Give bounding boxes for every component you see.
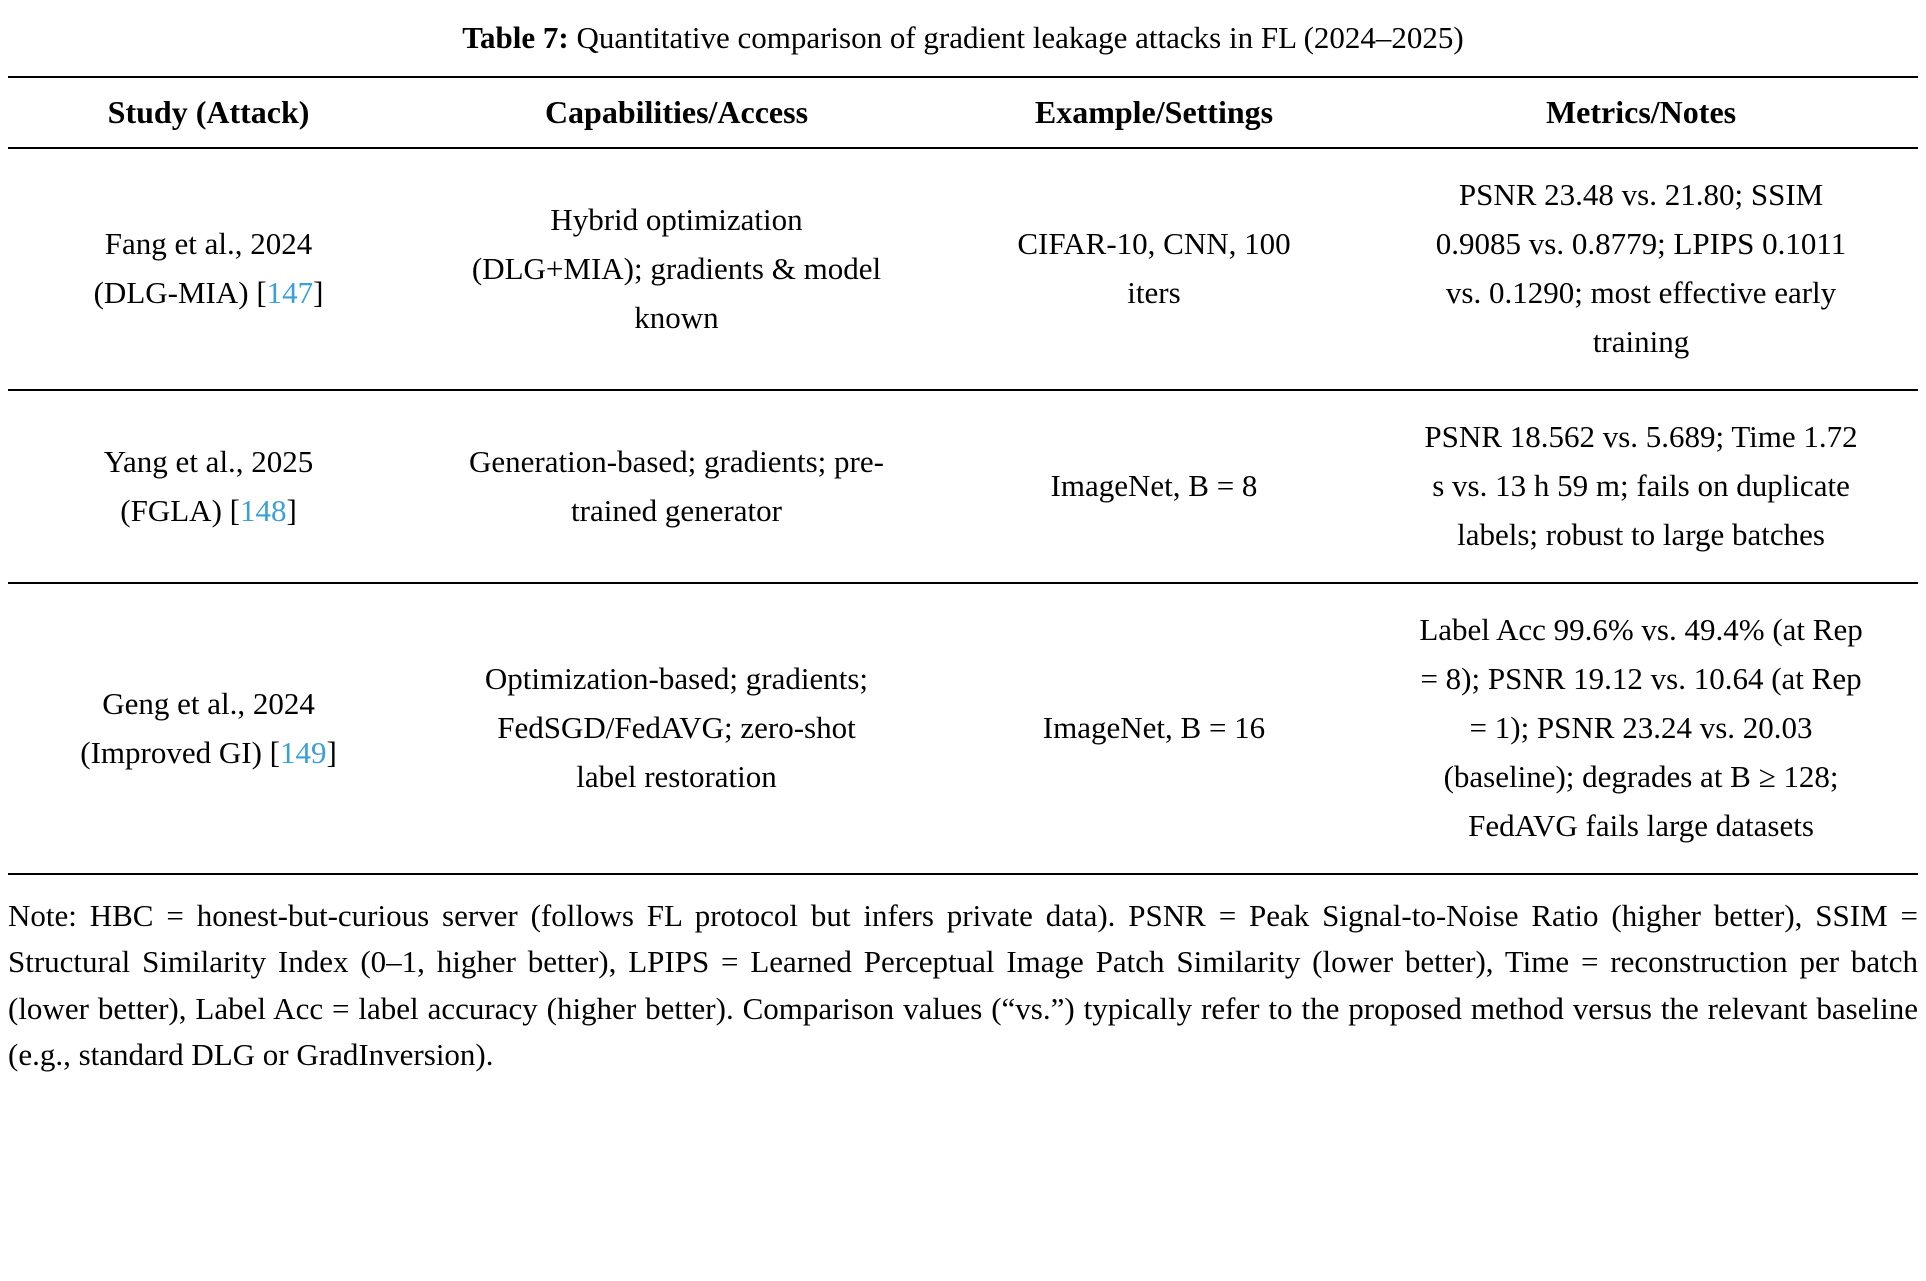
study-text-suffix: ] xyxy=(313,275,324,311)
table-caption-text: Quantitative comparison of gradient leakage attacks in FL (2024–2025) xyxy=(568,20,1464,55)
capabilities-text: Hybrid optimization (DLG+MIA); gradients & model known xyxy=(471,201,882,335)
table-caption xyxy=(8,18,1918,58)
capabilities-cell xyxy=(409,390,944,583)
comparison-table xyxy=(8,76,1918,875)
metrics-cell xyxy=(1364,148,1918,390)
study-cell xyxy=(8,390,409,583)
study-text-suffix: ] xyxy=(326,734,337,770)
capabilities-cell xyxy=(409,583,944,874)
example-cell xyxy=(944,148,1364,390)
study-text: Geng et al., 2024 (Improved GI) [ xyxy=(80,685,315,770)
table-header-row xyxy=(8,77,1918,148)
capabilities-text: Generation-based; gradients; pre-trained generator xyxy=(469,443,884,528)
study-cell xyxy=(8,583,409,874)
example-cell xyxy=(944,583,1364,874)
metrics-text: Label Acc 99.6% vs. 49.4% (at Rep = 8); PSNR 19.12 vs. 10.64 (at Rep = 1); PSNR 23.24 vs. 20.03 (baseline); degrades at B ≥ 128; FedAVG fails large datasets xyxy=(1419,612,1863,843)
capabilities-text: Optimization-based; gradients; FedSGD/FedAVG; zero-shot label restoration xyxy=(484,661,869,794)
example-text: CIFAR-10, CNN, 100 iters xyxy=(1017,226,1291,311)
example-cell xyxy=(944,390,1364,583)
metrics-cell xyxy=(1364,390,1918,583)
header-metrics: Metrics/Notes xyxy=(1364,77,1918,148)
table-row xyxy=(8,390,1918,583)
citation-link[interactable]: 148 xyxy=(239,492,287,528)
citation-link[interactable]: 149 xyxy=(279,734,327,770)
metrics-cell xyxy=(1364,583,1918,874)
study-text-suffix: ] xyxy=(286,492,297,528)
citation-link[interactable]: 147 xyxy=(266,275,314,311)
example-text: ImageNet, B = 8 xyxy=(1050,468,1258,504)
example-text: ImageNet, B = 16 xyxy=(1042,710,1266,746)
study-text: Yang et al., 2025 (FGLA) [ xyxy=(103,443,314,528)
capabilities-cell xyxy=(409,148,944,390)
study-cell xyxy=(8,148,409,390)
header-capabilities: Capabilities/Access xyxy=(409,77,944,148)
header-study: Study (Attack) xyxy=(8,77,409,148)
table-row xyxy=(8,583,1918,874)
study-text: Fang et al., 2024 (DLG-MIA) [ xyxy=(93,226,313,311)
header-example: Example/Settings xyxy=(944,77,1364,148)
table-footnote: Note: HBC = honest-but-curious server (follows FL protocol but infers private data). PSNR = Peak Signal-to-Noise Ratio (higher better), SSIM = Structural Similarity Index (0–1, higher better), LPIPS = Learned Perceptual Image Patch Similarity (lower better), Time = reconstruction per batch (lower better), Label Acc = label accuracy (higher better). Comparison values (“vs.”) typically refer to the proposed method versus the relevant baseline (e.g., standard DLG or GradInversion). xyxy=(8,897,1918,1073)
metrics-text: PSNR 18.562 vs. 5.689; Time 1.72 s vs. 13 h 59 m; fails on duplicate labels; robust to large batches xyxy=(1424,419,1858,553)
metrics-text: PSNR 23.48 vs. 21.80; SSIM 0.9085 vs. 0.8779; LPIPS 0.1011 vs. 0.1290; most effective early training xyxy=(1435,177,1847,360)
table-caption-number: Table 7: xyxy=(462,20,569,55)
table-row xyxy=(8,148,1918,390)
